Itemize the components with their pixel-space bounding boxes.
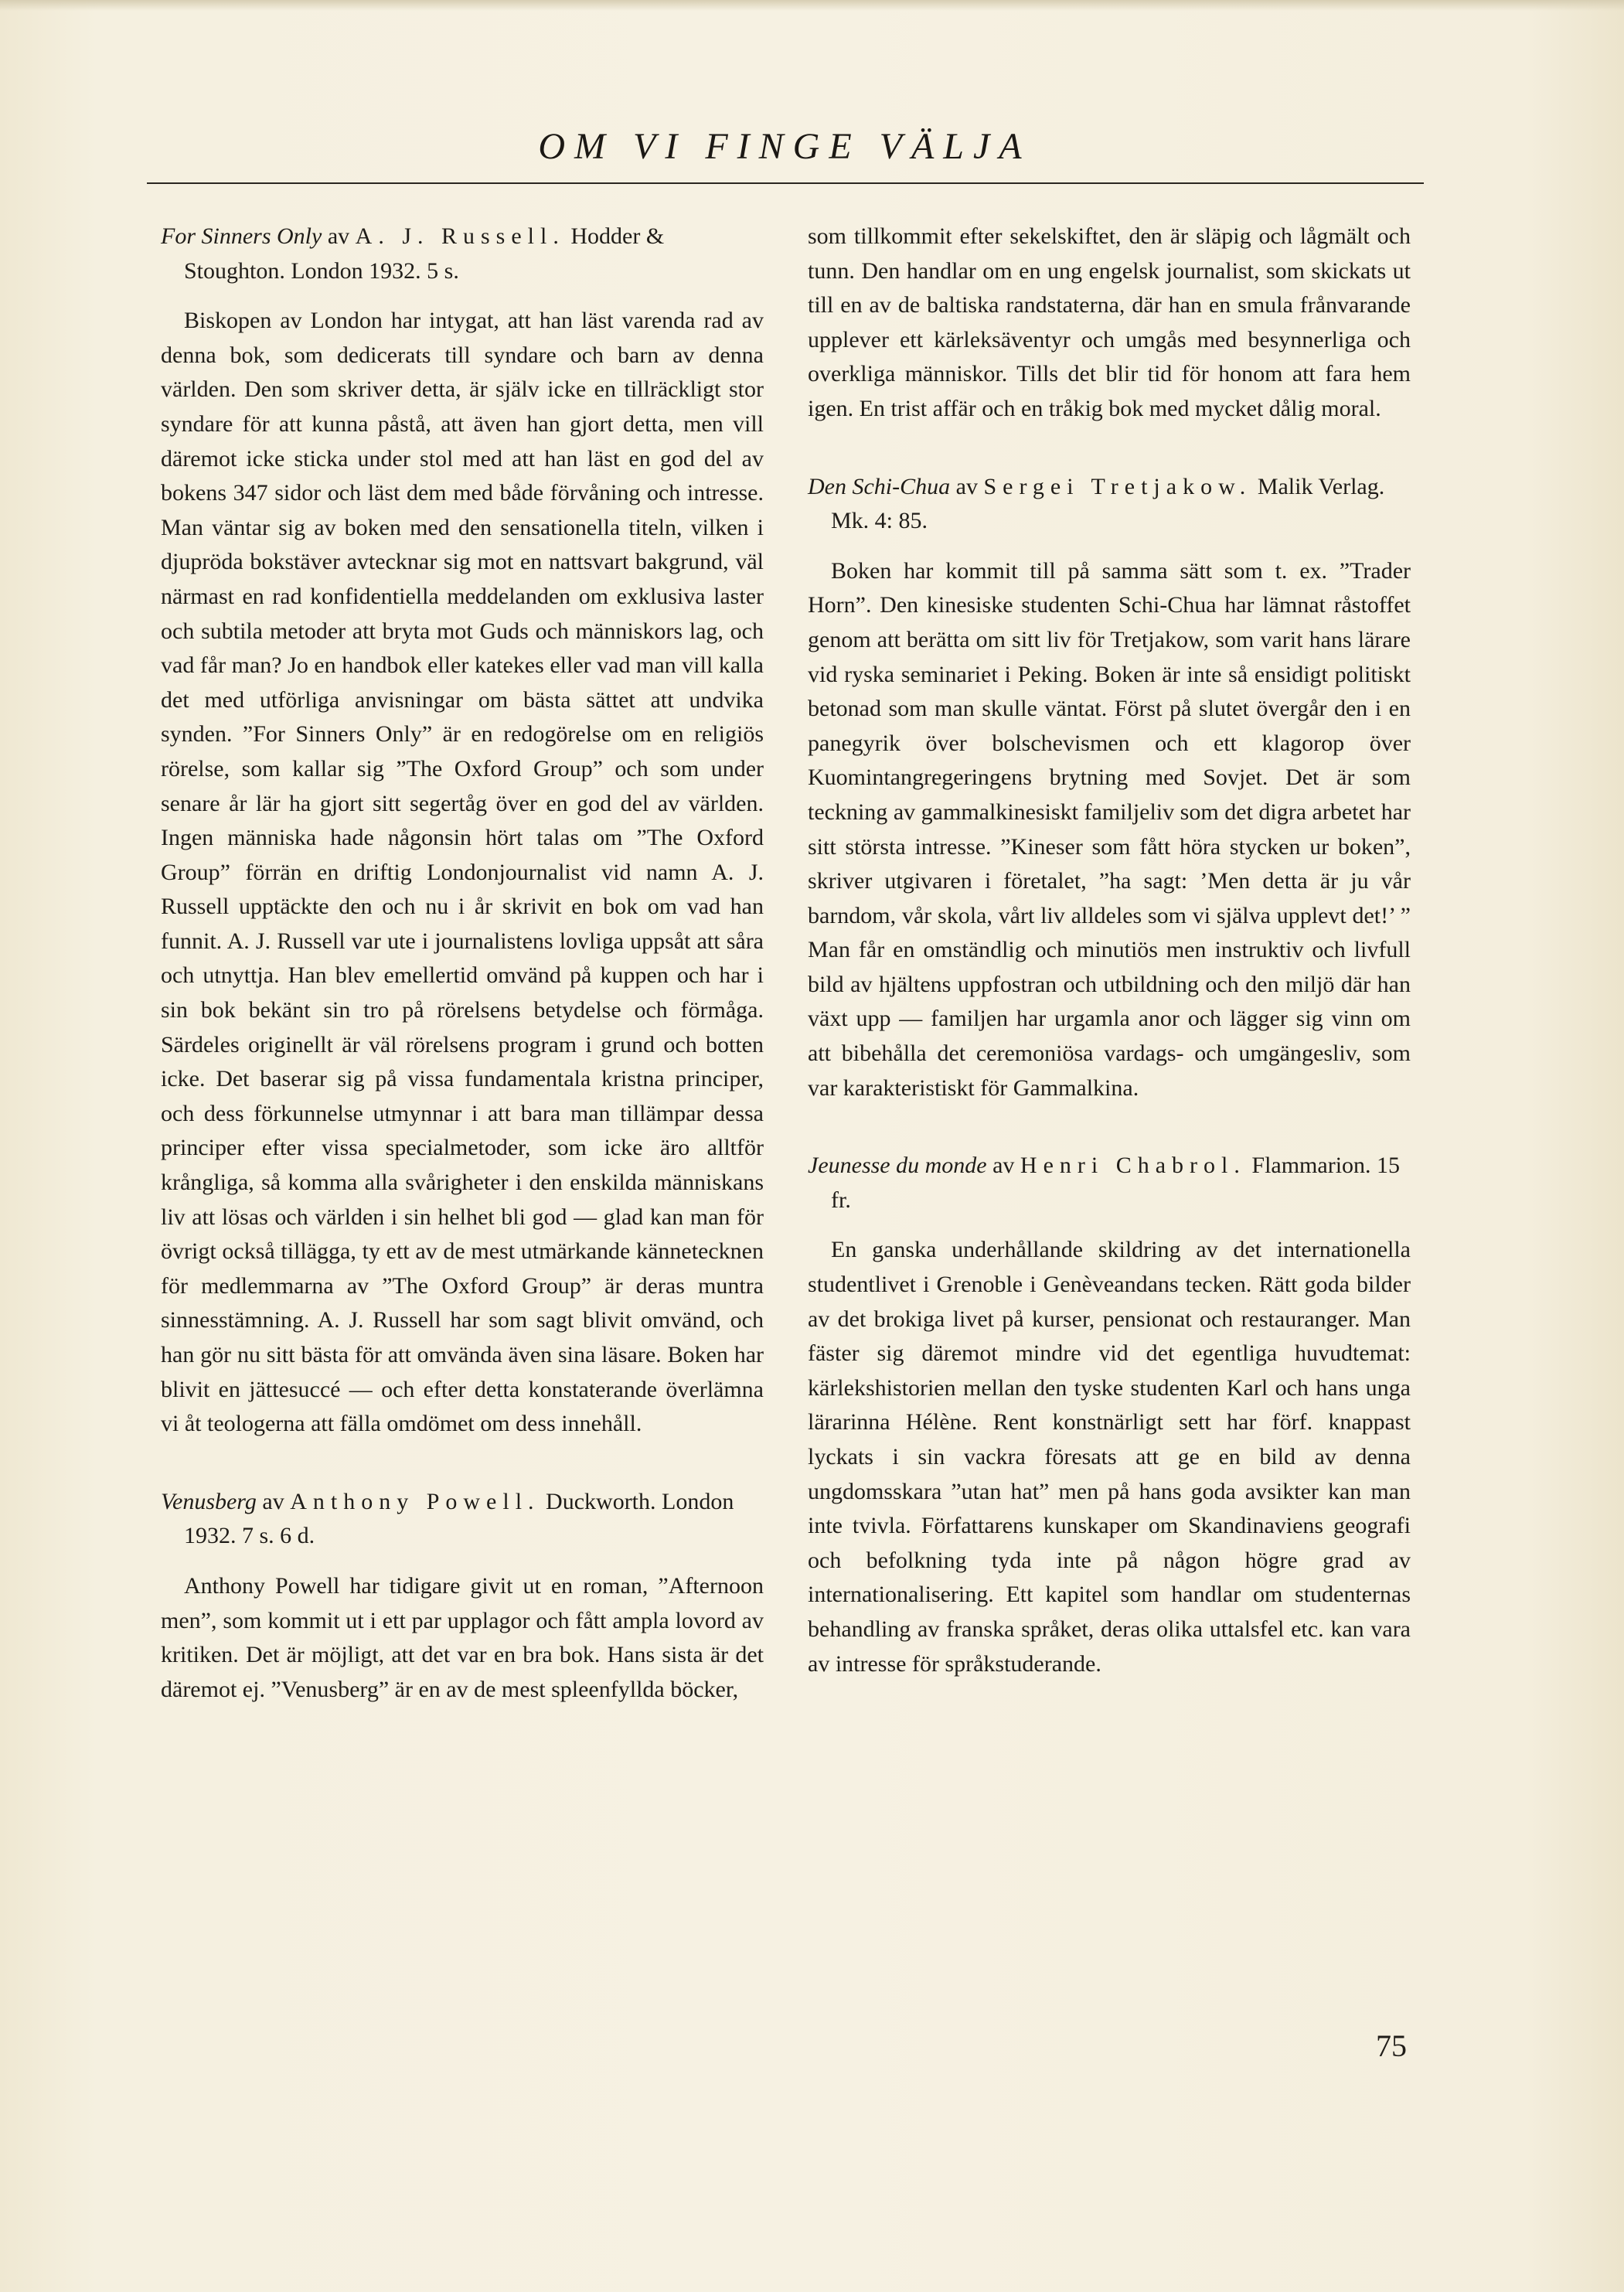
- paper-edge: [0, 0, 1624, 11]
- page-number: 75: [1376, 2028, 1407, 2063]
- publisher-info: Malik Verlag. Mk. 4: 85.: [831, 473, 1385, 534]
- book-title: Venusberg: [161, 1488, 257, 1514]
- review-heading: [808, 1149, 1411, 1218]
- right-column: [808, 220, 1411, 1681]
- by-word: av: [950, 473, 984, 499]
- review-heading: [161, 220, 764, 288]
- book-title: Den Schi-Chua: [808, 473, 951, 499]
- book-title: Jeunesse du monde: [808, 1153, 987, 1179]
- book-author: Anthony Powell.: [290, 1488, 540, 1514]
- left-column: [161, 220, 764, 1707]
- by-word: av: [322, 223, 356, 249]
- publisher-info: Duckworth. London 1932. 7 s. 6 d.: [184, 1488, 734, 1549]
- review-body: Anthony Powell har tidigare givit ut en roman, ”Afternoon men”, som kommit ut i ett par upplagor och fått ampla lovord av kritiken. Det är möjligt, att det var en bra bok. Hans sista är det däremot ej. ”Venusberg” är en av de mest spleenfyllda böcker,: [161, 1572, 764, 1702]
- review-body-continued: som tillkommit efter sekelskiftet, den är släpig och lågmält och tunn. Den handlar om en ung engelsk journalist, som skickats ut till en av de baltiska randstaterna, där han en smula frånvarande upplever ett kärleksäventyr och umgås med besynnerliga och overkliga människor. Tills det blir tid för honom att fara hem igen. En trist affär och en tråkig bok med mycket dålig moral.: [808, 223, 1411, 421]
- by-word: av: [256, 1488, 291, 1514]
- book-author: Sergei Tretjakow.: [983, 473, 1252, 499]
- book-author: Henri Chabrol.: [1020, 1153, 1246, 1179]
- publisher-info: Hodder & Stoughton. London 1932. 5 s.: [184, 223, 665, 284]
- book-author: A. J. Russell.: [355, 223, 565, 249]
- review-body: Biskopen av London har intygat, att han läst varenda rad av denna bok, som dedicerats till syndare och barn av denna världen. Den som skriver detta, är själv icke en tillräckligt stor syndare för att kunna påstå, att även han gjort detta, men vill däremot icke sticka under stol med att han läst en god del av bokens 347 sidor och läst dem med både förvåning och intresse. Man väntar sig av boken med den sensationella titeln, vilken i djupröda bokstäver avtecknar sig mot en nattsvart bakgrund, väl närmast en rad konfidentiella meddelanden om exklusiva laster och subtila metoder att bryta mot Guds och människors lag, och vad får man? Jo en handbok eller katekes eller vad man vill kalla det med utförliga anvisningar om bästa sättet att undvika synden. ”For Sinners Only” är en redogörelse om en religiös rörelse, som kallar sig ”The Oxford Group” och som under senare år lär ha gjort sitt segertåg över en god del av världen. Ingen människa hade någonsin hört talas om ”The Oxford Group” förrän en driftig Londonjournalist vid namn A. J. Russell upptäckte den och nu i år skrivit en bok om vad han funnit. A. J. Russell var ute i journalistens lovliga uppsåt att såra och utnyttja. Han blev emellertid omvänd på kuppen och har i sin bok bekänt sin tro på rörelsens betydelse och förmåga. Särdeles originellt är väl rörelsens program i grund och botten icke. Det baserar sig på vissa fundamentala kristna principer, och dess förkunnelse utmynnar i att bara man tillämpar dessa principer efter vissa specialmetoder, som icke äro alltför krångliga, så komma alla svårigheter i den enskilda människans liv att lösas och världen i sin helhet bli god — glad kan man för övrigt också tillägga, ty ett av de mest utmärkande kännetecknen för medlemmarna av ”The Oxford Group” är deras muntra sinnesstämning. A. J. Russell har som sagt blivit omvänd, och han gör nu sitt bästa för att omvända även sina läsare. Boken har blivit en jättesuccé — och efter detta konstaterande överlämna vi åt teologerna att fälla omdömet om dess innehåll.: [161, 308, 764, 1437]
- review-heading: [161, 1485, 764, 1554]
- header-rule: [147, 182, 1424, 184]
- review-heading: [808, 470, 1411, 539]
- review-body: Boken har kommit till på samma sätt som t. ex. ”Trader Horn”. Den kinesiske studenten Schi-Chua har lämnat råstoffet genom att berätta om sitt liv för Tretjakow, som varit hans lärare vid ryska seminariet i Peking. Boken är inte så ensidigt politiskt betonad som man skulle väntat. Först på slutet övergår den i en panegyrik över bolschevismen och ett klagorop över Kuomintangregeringens brytning med Sovjet. Det är som teckning av gammalkinesiskt familjeliv som det digra arbetet har sitt största intresse. ”Kineser som fått höra stycken ur boken”, skriver utgivaren i företalet, ”ha sagt: ’Men detta är ju vår barndom, vår skola, vårt liv alldeles som vi själva upplevt det!’ ” Man får en omständlig och minutiös men instruktiv och livfull bild av hjältens uppfostran och utbildning och den miljö där han växt upp — familjen har urgamla anor och lägger sig vinn om att bibehålla det ceremoniösa vardags- och umgängesliv, som var karakteristiskt för Gammalkina.: [808, 557, 1411, 1101]
- running-head: OM VI FINGE VÄLJA: [538, 126, 1031, 167]
- by-word: av: [986, 1153, 1020, 1179]
- review-body: En ganska underhållande skildring av det internationella studentlivet i Grenoble i Genèveandans tecken. Rätt goda bilder av det brokiga livet på kurser, pensionat och restauranger. Man fäster sig däremot mindre vid det egentliga huvudtemat: kärlekshistorien mellan den tyske studenten Karl och hans unga lärarinna Hélène. Rent konstnärligt sett har förf. knappast lyckats i sin vackra föresats att ge en bild av denna ungdomsskara ”utan hat” men på hans goda avsikter kan man inte tvivla. Författarens kunskaper om Skandinaviens geografi och befolkning tyda inte på någon högre grad av internationalisering. Ett kapitel som handlar om studenternas behandling av franska språket, deras olika uttalsfel etc. kan vara av intresse för språkstuderande.: [808, 1237, 1411, 1677]
- publisher-info: Flammarion. 15 fr.: [831, 1153, 1401, 1213]
- book-title: For Sinners Only: [161, 223, 322, 249]
